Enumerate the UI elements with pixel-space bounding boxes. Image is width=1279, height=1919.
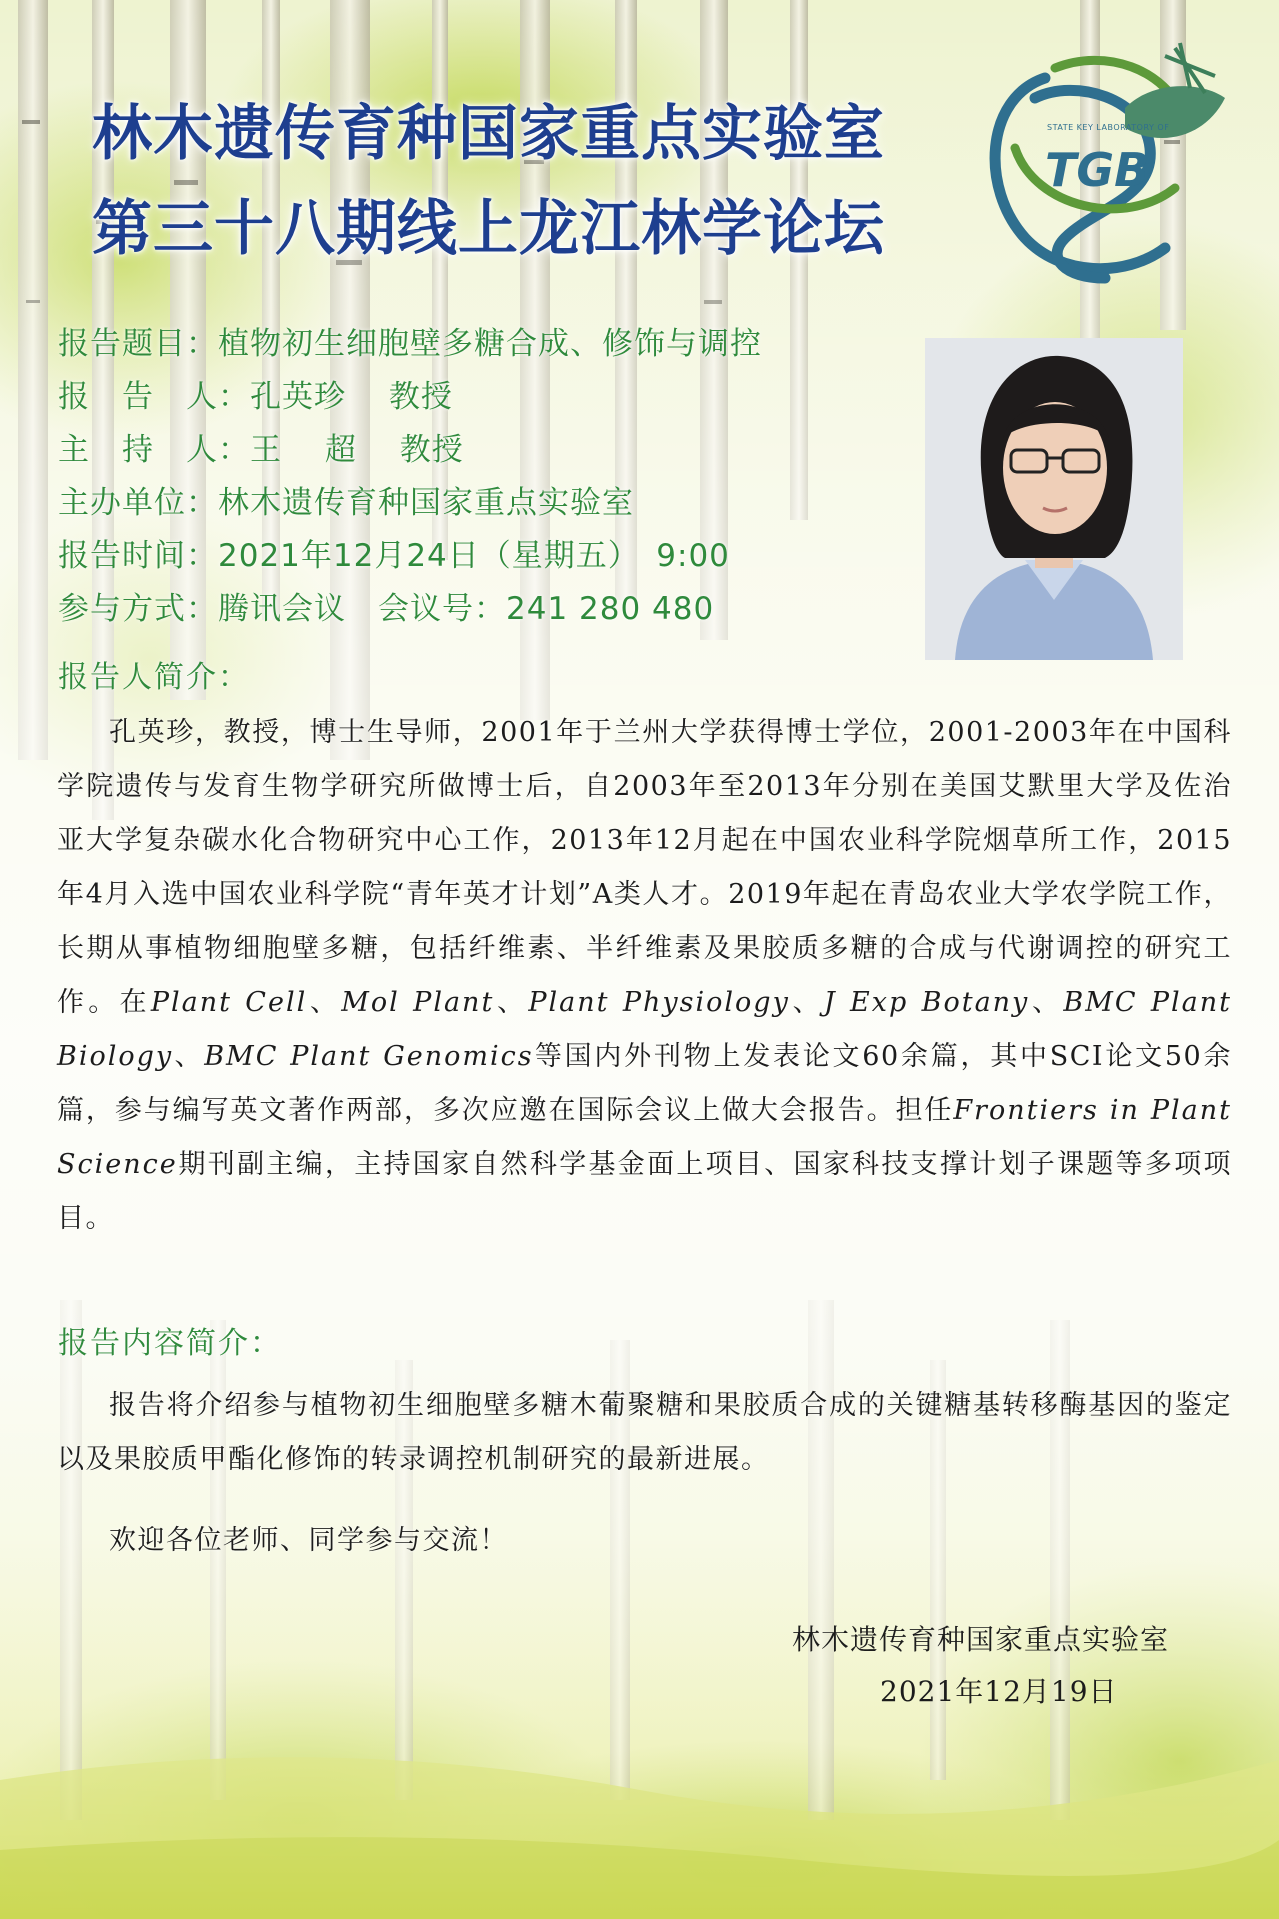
journal-frontiers-in-plant-science: Frontiers in Plant Science (57, 1095, 1232, 1180)
title-line-1: 林木遗传育种国家重点实验室 (92, 99, 885, 169)
info-row-topic: 报告题目：植物初生细胞壁多糖合成、修饰与调控 (58, 326, 762, 362)
info-row-speaker: 报 告 人：孔英珍 教授 (58, 379, 453, 415)
info-row-host: 主 持 人：王 超 教授 (58, 432, 464, 468)
bio-paragraph: 孔英珍，教授，博士生导师，2001年于兰州大学获得博士学位，2001-2003年在中国科学院遗传与发育生物学研究所做博士后，自2003年至2013年分别在美国艾默里大学及佐治亚大学复杂碳水化合物研究中心工作，2013年12月起在中国农业科学院烟草所工作，2015年4月入选中国农业科学院“青年英才计划”A类人才。2019年起在青岛农业大学农学院工作，长期从事植物细胞壁多糖，包括纤维素、半纤维素及果胶质多糖的合成与代谢调控的研究工作。在Plant Cell、Mol Plant、Plant Physiology、J Exp Botany、BMC Plant Biology、BMC Plant Genomics等国内外刊物上发表论文60余篇，其中SCI论文50余篇，参与编写英文著作两部，多次应邀在国际会议上做大会报告。担任Frontiers in Plant Science期刊副主编，主持国家自然科学基金面上项目、国家科技支撑计划子课题等多项项目。 (57, 717, 1232, 1234)
logo-arc-text: STATE KEY LABORATORY OF (1047, 123, 1170, 132)
content-heading: 报告内容简介： (58, 1326, 282, 1361)
journal-mol-plant: Mol Plant (341, 987, 495, 1018)
journal-bmc-plant-genomics: BMC Plant Genomics (204, 1041, 534, 1072)
welcome-text: 欢迎各位老师、同学参与交流！ (109, 1525, 508, 1556)
info-row-organizer: 主办单位：林木遗传育种国家重点实验室 (58, 485, 634, 521)
speaker-photo (925, 338, 1183, 660)
title-line-2: 第三十八期线上龙江林学论坛 (92, 194, 885, 264)
event-info (58, 318, 918, 636)
journal-j-exp-botany: J Exp Botany (823, 987, 1030, 1018)
info-row-method: 参与方式：腾讯会议 会议号：241 280 480 (58, 591, 715, 627)
content-paragraph: 报告将介绍参与植物初生细胞壁多糖木葡聚糖和果胶质合成的关键糖基转移酶基因的鉴定以及果胶质甲酯化修饰的转录调控机制研究的最新进展。 (57, 1390, 1232, 1475)
bio-heading: 报告人简介： (58, 660, 250, 695)
logo-main-text: TGB (1045, 143, 1150, 197)
info-row-time: 报告时间：2021年12月24日（星期五） 9:00 (58, 538, 730, 574)
journal-plant-cell: Plant Cell (150, 987, 308, 1018)
signature-date: 2021年12月19日 (880, 1675, 1118, 1708)
leaf-helix-logo-icon (975, 38, 1230, 288)
signature-org: 林木遗传育种国家重点实验室 (792, 1623, 1170, 1656)
journal-plant-physiology: Plant Physiology (528, 987, 790, 1018)
speaker-portrait-icon (925, 338, 1183, 660)
journal-bmc-plant-biology: BMC Plant Biology (57, 987, 1232, 1072)
